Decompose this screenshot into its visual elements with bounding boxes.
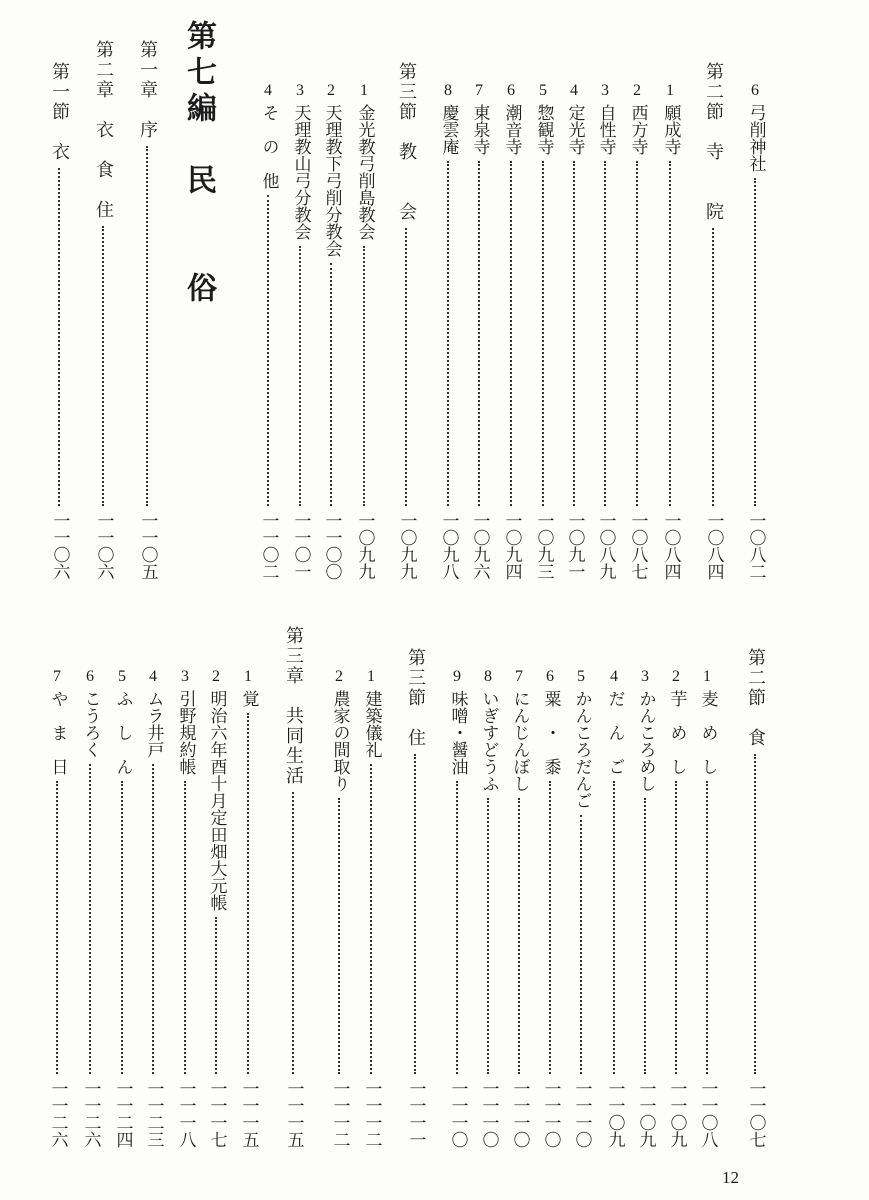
entry-number: 2 [672,668,680,685]
entry-title: 第一章 序 [137,40,158,140]
entry-title: 第三章 共同生活 [283,626,304,786]
toc-entry [73,668,107,1148]
entry-number: 6 [507,82,515,99]
entry-title: いぎすどうふ [478,690,499,792]
toc-entry [738,82,772,580]
toc-entry [462,82,496,580]
dot-leader [247,713,249,1074]
entry-title: 天理教山弓分教会 [290,104,311,240]
entry-page: 一〇八七 [627,512,648,580]
dot-leader [363,246,365,506]
entry-title: 農家の間取り [329,690,350,792]
chapter-heading [130,40,164,580]
entry-number: 8 [444,82,452,99]
part-title: 第七編 民 俗 [181,20,216,308]
toc-entry [564,668,598,1148]
page-number: 12 [722,1168,739,1187]
entry-page: 一〇九九 [396,512,417,580]
dot-leader [754,754,756,1074]
chapter-heading [276,626,310,1148]
section-heading [696,62,730,580]
dot-leader [146,146,148,506]
chapter-heading [86,40,120,580]
toc-entry [557,82,591,580]
entry-number: 9 [453,668,461,685]
toc-entry [354,668,388,1148]
entry-title: 第二節 寺 院 [703,62,724,222]
entry-number: 1 [360,82,368,99]
entry-title: 第三節 住 [405,648,426,748]
entry-number: 2 [327,82,335,99]
entry-number: 1 [666,82,674,99]
entry-title: かんころめし [635,690,656,792]
entry-number: 3 [181,668,189,685]
dot-leader [89,764,91,1074]
toc-entry [588,82,622,580]
section-heading [738,648,772,1148]
entry-title: 味噌・醤油 [447,690,468,775]
dot-leader [184,781,186,1074]
entry-page: 一〇八二 [745,512,766,580]
toc-entry [283,82,317,580]
dot-leader [636,161,638,506]
entry-number: 4 [149,668,157,685]
entry-number: 1 [367,668,375,685]
entry-title: 粟 ・ 黍 [540,690,561,775]
entry-page: 一一〇九 [666,1080,687,1148]
entry-page: 一一〇七 [745,1080,766,1148]
dot-leader [121,781,123,1074]
dot-leader [152,764,154,1074]
dot-leader [292,792,294,1074]
dot-leader [580,815,582,1074]
entry-title: 金光教弓削島教会 [354,104,375,240]
toc-entry [440,668,474,1148]
dot-leader [573,161,575,506]
entry-number: 7 [515,668,523,685]
entry-page: 一一〇六 [49,512,70,580]
dot-leader [754,178,756,506]
entry-page: 一一一〇 [571,1080,592,1148]
dot-leader [675,781,677,1074]
entry-title: かんころだんご [571,690,592,809]
toc-entry [690,668,724,1148]
entry-number: 5 [118,668,126,685]
toc-entry [40,668,74,1148]
entry-page: 一一一一 [405,1080,426,1148]
dot-leader [330,263,332,506]
entry-title: 引野規約帳 [175,690,196,775]
entry-title: 明治六年酉十月定田畑大元帳 [206,690,227,911]
dot-leader [405,228,407,506]
entry-title: ムラ井戸 [143,690,164,758]
entry-number: 6 [546,668,554,685]
entry-title: 建築儀礼 [361,690,382,758]
entry-page: 一一一二 [361,1080,382,1148]
dot-leader [712,228,714,506]
entry-page: 一〇九一 [564,512,585,580]
entry-number: 4 [570,82,578,99]
dot-leader [299,246,301,506]
entry-page: 一〇九三 [533,512,554,580]
entry-number: 2 [633,82,641,99]
dot-leader [478,161,480,506]
toc-entry [199,668,233,1148]
entry-page: 一一一〇 [447,1080,468,1148]
entry-number: 6 [86,668,94,685]
entry-page: 一一二三 [143,1080,164,1148]
dot-leader [414,754,416,1074]
entry-page: 一一〇二 [258,512,279,580]
entry-page: 一〇八四 [703,512,724,580]
entry-page: 一一一〇 [478,1080,499,1148]
entry-title: 惣観寺 [533,104,554,155]
dot-leader [604,161,606,506]
entry-page: 一一〇六 [93,512,114,580]
entry-title: こうろく [80,690,101,758]
entry-title: 弓削神社 [745,104,766,172]
dot-leader [338,798,340,1074]
entry-title: 第二節 食 [745,648,766,748]
toc-entry [653,82,687,580]
entry-title: だ ん ご [604,690,625,775]
entry-title: や ま 日 [47,690,68,775]
toc-entry [251,82,285,580]
toc-entry [471,668,505,1148]
entry-number: 3 [296,82,304,99]
dot-leader [549,781,551,1074]
dot-leader [215,917,217,1074]
entry-page: 一一〇一 [290,512,311,580]
entry-number: 2 [335,668,343,685]
toc-entry [620,82,654,580]
entry-page: 一一〇五 [137,512,158,580]
entry-number: 2 [212,668,220,685]
entry-number: 6 [751,82,759,99]
dot-leader [267,195,269,506]
entry-page: 一一一〇 [540,1080,561,1148]
entry-title: そ の 他 [258,104,279,189]
entry-title: 慶雲庵 [438,104,459,155]
toc-entry [597,668,631,1148]
toc-entry [168,668,202,1148]
entry-title: 自性寺 [595,104,616,155]
toc-entry [431,82,465,580]
entry-page: 一一二六 [80,1080,101,1148]
entry-page: 一一〇〇 [321,512,342,580]
section-heading [42,62,76,580]
dot-leader [370,764,372,1074]
entry-page: 一一二四 [112,1080,133,1148]
entry-title: 芋 め し [666,690,687,775]
entry-title: 西方寺 [627,104,648,155]
entry-number: 3 [641,668,649,685]
dot-leader [447,161,449,506]
toc-entry [136,668,170,1148]
dot-leader [613,781,615,1074]
toc-entry [231,668,265,1148]
toc-entry [628,668,662,1148]
entry-number: 4 [264,82,272,99]
toc-entry [533,668,567,1148]
entry-number: 1 [244,668,252,685]
entry-page: 一一二六 [47,1080,68,1148]
dot-leader [58,168,60,506]
section-heading [398,648,432,1148]
entry-number: 7 [475,82,483,99]
toc-entry [105,668,139,1148]
dot-leader [456,781,458,1074]
entry-title: 東泉寺 [469,104,490,155]
dot-leader [56,781,58,1074]
entry-number: 1 [703,668,711,685]
entry-number: 3 [601,82,609,99]
entry-title: 第二章 衣 食 住 [93,40,114,220]
entry-title: にんじんぼし [509,690,530,792]
entry-page: 一〇九八 [438,512,459,580]
dot-leader [706,781,708,1074]
entry-page: 一一一八 [175,1080,196,1148]
entry-number: 7 [53,668,61,685]
entry-title: 願成寺 [660,104,681,155]
entry-page: 一一〇九 [604,1080,625,1148]
section-heading [389,62,423,580]
entry-title: 麦 め し [697,690,718,775]
entry-number: 5 [577,668,585,685]
toc-entry [502,668,536,1148]
entry-title: 天理教下弓削分教会 [321,104,342,257]
toc-entry [494,82,528,580]
entry-page: 一一一五 [283,1080,304,1148]
entry-number: 4 [610,668,618,685]
dot-leader [510,161,512,506]
entry-page: 一〇九九 [354,512,375,580]
toc-entry [659,668,693,1148]
entry-title: 第一節 衣 [49,62,70,162]
entry-page: 一一一〇 [509,1080,530,1148]
dot-leader [518,798,520,1074]
entry-page: 一一一二 [329,1080,350,1148]
entry-title: 定光寺 [564,104,585,155]
entry-title: 潮音寺 [501,104,522,155]
entry-page: 一一一七 [206,1080,227,1148]
entry-title: ふ し ん [112,690,133,775]
entry-page: 一〇八四 [660,512,681,580]
entry-number: 8 [484,668,492,685]
entry-page: 一一〇九 [635,1080,656,1148]
part-heading [176,20,220,308]
toc-entry [526,82,560,580]
entry-page: 一一〇八 [697,1080,718,1148]
dot-leader [669,161,671,506]
dot-leader [644,798,646,1074]
dot-leader [102,226,104,506]
entry-number: 5 [539,82,547,99]
entry-page: 一〇八九 [595,512,616,580]
entry-page: 一〇九四 [501,512,522,580]
toc-entry [347,82,381,580]
entry-page: 一〇九六 [469,512,490,580]
entry-title: 第三節 教 会 [396,62,417,222]
dot-leader [542,161,544,506]
dot-leader [487,798,489,1074]
entry-title: 覚 [238,690,259,707]
entry-page: 一一一五 [238,1080,259,1148]
toc-entry [322,668,356,1148]
toc-entry [314,82,348,580]
